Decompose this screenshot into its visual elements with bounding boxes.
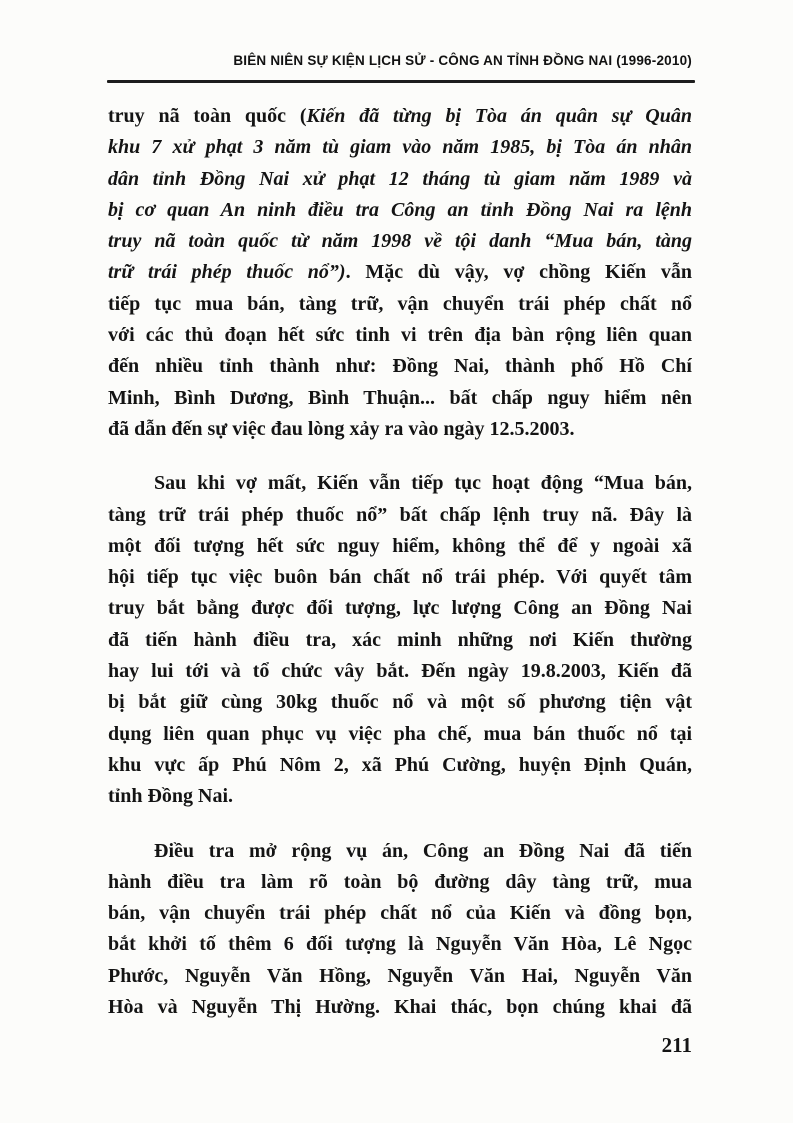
text-segment: hội tiếp tục việc buôn bán chất nổ trái phép. Với quyết tâm: [108, 566, 692, 589]
italic-text-segment: trữ trái phép thuốc nổ”): [108, 261, 346, 284]
text-line: [108, 257, 692, 288]
text-line: [108, 414, 692, 445]
italic-text-segment: truy nã toàn quốc từ năm 1998 về tội danh “Mua bán, tàng: [108, 230, 692, 253]
paragraph: [108, 101, 692, 445]
text-line: [108, 781, 692, 812]
text-segment: khu vực ấp Phú Nôm 2, xã Phú Cường, huyện Định Quán,: [108, 753, 692, 776]
text-segment: đến nhiều tỉnh thành như: Đồng Nai, thành phố Hồ Chí: [108, 355, 692, 378]
text-line: [108, 164, 692, 195]
paragraph: [108, 836, 692, 1024]
text-line: [108, 992, 692, 1023]
text-line: [108, 383, 692, 414]
body-text: [108, 101, 692, 1046]
text-segment: tỉnh Đồng Nai.: [108, 785, 234, 808]
text-segment: bắt khởi tố thêm 6 đối tượng là Nguyễn Văn Hòa, Lê Ngọc: [108, 933, 692, 956]
paragraph: [108, 468, 692, 812]
text-line: [108, 750, 692, 781]
text-segment: Sau khi vợ mất, Kiến vẫn tiếp tục hoạt động “Mua bán,: [154, 472, 692, 495]
text-segment: Minh, Bình Dương, Bình Thuận... bất chấp nguy hiểm nên: [108, 386, 692, 409]
text-segment: tàng trữ trái phép thuốc nổ” bất chấp lệnh truy nã. Đây là: [108, 503, 692, 526]
italic-text-segment: khu 7 xử phạt 3 năm tù giam vào năm 1985, bị Tòa án nhân: [108, 136, 692, 159]
text-segment: hay lui tới và tổ chức vây bắt. Đến ngày 19.8.2003, Kiến đã: [108, 660, 692, 683]
page-number: 211: [661, 1033, 692, 1057]
italic-text-segment: Kiến đã từng bị Tòa án quân sự Quân: [306, 105, 692, 127]
text-line: [108, 289, 692, 320]
text-line: [108, 961, 692, 992]
text-segment: truy bắt bằng được đối tượng, lực lượng Công an Đồng Nai: [108, 597, 692, 620]
text-line: [108, 562, 692, 593]
text-line: [108, 687, 692, 718]
text-line: [108, 625, 692, 656]
text-line: [108, 531, 692, 562]
header-rule: [107, 80, 695, 83]
text-segment: tiếp tục mua bán, tàng trữ, vận chuyển trái phép chất nổ: [108, 292, 692, 315]
text-segment: dụng liên quan phục vụ việc pha chế, mua bán thuốc nổ tại: [108, 722, 692, 745]
text-segment: truy nã toàn quốc (: [108, 105, 307, 127]
text-line: [108, 320, 692, 351]
text-line: [108, 929, 692, 960]
text-segment: Hòa và Nguyễn Thị Hường. Khai thác, bọn chúng khai đã: [108, 996, 692, 1019]
text-line: [108, 101, 692, 132]
text-segment: . Mặc dù vậy, vợ chồng Kiến vẫn: [345, 261, 692, 284]
text-line: [108, 656, 692, 687]
text-segment: một đối tượng hết sức nguy hiểm, không thể để y ngoài xã: [108, 534, 692, 557]
text-segment: với các thủ đoạn hết sức tinh vi trên địa bàn rộng liên quan: [108, 324, 692, 347]
text-segment: Phước, Nguyễn Văn Hồng, Nguyễn Văn Hai, Nguyễn Văn: [108, 964, 692, 987]
text-segment: bị bắt giữ cùng 30kg thuốc nổ và một số phương tiện vật: [108, 691, 692, 714]
text-segment: hành điều tra làm rõ toàn bộ đường dây tàng trữ, mua: [108, 870, 692, 893]
italic-text-segment: bị cơ quan An ninh điều tra Công an tỉnh Đồng Nai ra lệnh: [108, 198, 692, 221]
text-line: [108, 132, 692, 163]
italic-text-segment: dân tỉnh Đồng Nai xử phạt 12 tháng tù giam năm 1989 và: [108, 167, 692, 190]
text-line: [108, 500, 692, 531]
text-line: [108, 836, 692, 867]
text-segment: bán, vận chuyển trái phép chất nổ của Kiến và đồng bọn,: [108, 902, 692, 925]
running-header: BIÊN NIÊN SỰ KIỆN LỊCH SỬ - CÔNG AN TỈNH ĐỒNG NAI (1996-2010): [233, 53, 692, 68]
text-line: [108, 195, 692, 226]
text-segment: đã tiến hành điều tra, xác minh những nơi Kiến thường: [108, 628, 692, 651]
text-segment: đã dẫn đến sự việc đau lòng xảy ra vào ngày 12.5.2003.: [108, 417, 575, 440]
text-line: [108, 351, 692, 382]
text-line: [108, 226, 692, 257]
text-line: [108, 898, 692, 929]
text-segment: Điều tra mở rộng vụ án, Công an Đồng Nai đã tiến: [154, 839, 692, 862]
text-line: [108, 468, 692, 499]
text-line: [108, 719, 692, 750]
text-line: [108, 593, 692, 624]
text-line: [108, 867, 692, 898]
